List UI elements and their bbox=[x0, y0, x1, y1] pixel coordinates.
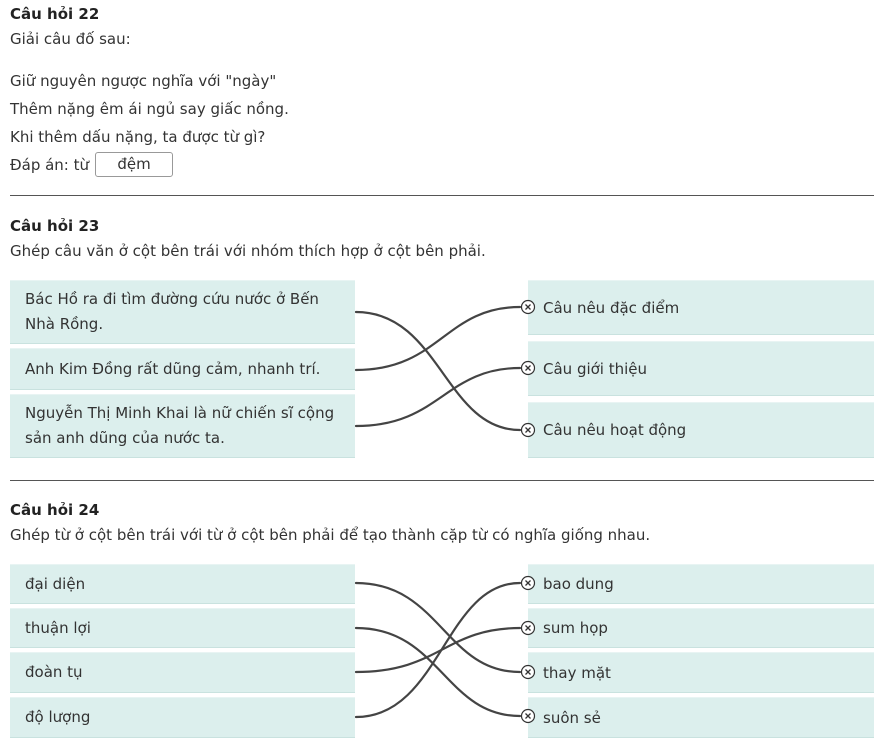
q23-left-label: Anh Kim Đồng rất dũng cảm, nhanh trí. bbox=[25, 359, 321, 378]
q23-right-label: Câu nêu đặc điểm bbox=[543, 298, 680, 317]
q22-answer-label: Đáp án: từ bbox=[10, 156, 90, 174]
q22-line-2: Thêm nặng êm ái ngủ say giấc nồng. bbox=[10, 100, 289, 118]
q22-answer-field[interactable]: đệm bbox=[95, 152, 173, 177]
q23-left-item-3[interactable] bbox=[10, 394, 355, 458]
q24-left-item-1[interactable] bbox=[10, 564, 355, 604]
q24-left-label: độ lượng bbox=[25, 708, 91, 726]
q24-prompt: Ghép từ ở cột bên trái với từ ở cột bên phải để tạo thành cặp từ có nghĩa giống nhau. bbox=[10, 526, 651, 544]
q23-left-item-2[interactable] bbox=[10, 348, 355, 390]
q24-right-item-2[interactable] bbox=[528, 608, 874, 648]
q24-left-label: đoàn tụ bbox=[25, 663, 83, 681]
q22-title: Câu hỏi 22 bbox=[10, 5, 100, 23]
q22-line-3: Khi thêm dấu nặng, ta được từ gì? bbox=[10, 128, 266, 146]
q24-link-2-4 bbox=[356, 628, 520, 716]
q23-link-2-1 bbox=[356, 307, 520, 370]
q23-right-label: Câu giới thiệu bbox=[543, 359, 648, 378]
q23-prompt: Ghép câu văn ở cột bên trái với nhóm thích hợp ở cột bên phải. bbox=[10, 242, 486, 260]
divider bbox=[10, 195, 874, 196]
q22-line-1: Giữ nguyên ngược nghĩa với "ngày" bbox=[10, 72, 277, 90]
q24-right-item-4[interactable] bbox=[528, 697, 874, 738]
q23-right-item-3[interactable] bbox=[528, 402, 874, 458]
q23-link-1-3 bbox=[356, 312, 520, 430]
q23-title: Câu hỏi 23 bbox=[10, 217, 100, 235]
q24-left-item-4[interactable] bbox=[10, 697, 355, 738]
q24-right-item-3[interactable] bbox=[528, 652, 874, 693]
q23-link-3-2 bbox=[356, 368, 520, 426]
q23-left-item-1[interactable] bbox=[10, 280, 355, 344]
q24-right-item-1[interactable] bbox=[528, 564, 874, 604]
q24-right-label: bao dung bbox=[543, 575, 614, 593]
q23-left-label: Nguyễn Thị Minh Khai là nữ chiến sĩ cộng sản anh dũng của nước ta. bbox=[25, 404, 335, 447]
q24-link-1-3 bbox=[356, 583, 520, 672]
q23-right-item-2[interactable] bbox=[528, 341, 874, 396]
q24-left-label: đại diện bbox=[25, 574, 86, 593]
q24-left-item-3[interactable] bbox=[10, 652, 355, 693]
q24-title: Câu hỏi 24 bbox=[10, 501, 100, 519]
q24-right-label: suôn sẻ bbox=[543, 708, 601, 727]
q23-right-label: Câu nêu hoạt động bbox=[543, 421, 687, 439]
divider bbox=[10, 480, 874, 481]
q24-left-label: thuận lợi bbox=[25, 618, 91, 637]
q24-link-3-2 bbox=[356, 628, 520, 672]
q24-link-4-1 bbox=[356, 583, 520, 717]
q24-left-item-2[interactable] bbox=[10, 608, 355, 648]
q23-left-label: Bác Hồ ra đi tìm đường cứu nước ở Bến Nhà Rồng. bbox=[25, 290, 319, 333]
q24-right-label: thay mặt bbox=[543, 663, 611, 682]
q24-right-label: sum họp bbox=[543, 619, 608, 637]
q22-prompt: Giải câu đố sau: bbox=[10, 30, 131, 48]
q23-right-item-1[interactable] bbox=[528, 280, 874, 335]
